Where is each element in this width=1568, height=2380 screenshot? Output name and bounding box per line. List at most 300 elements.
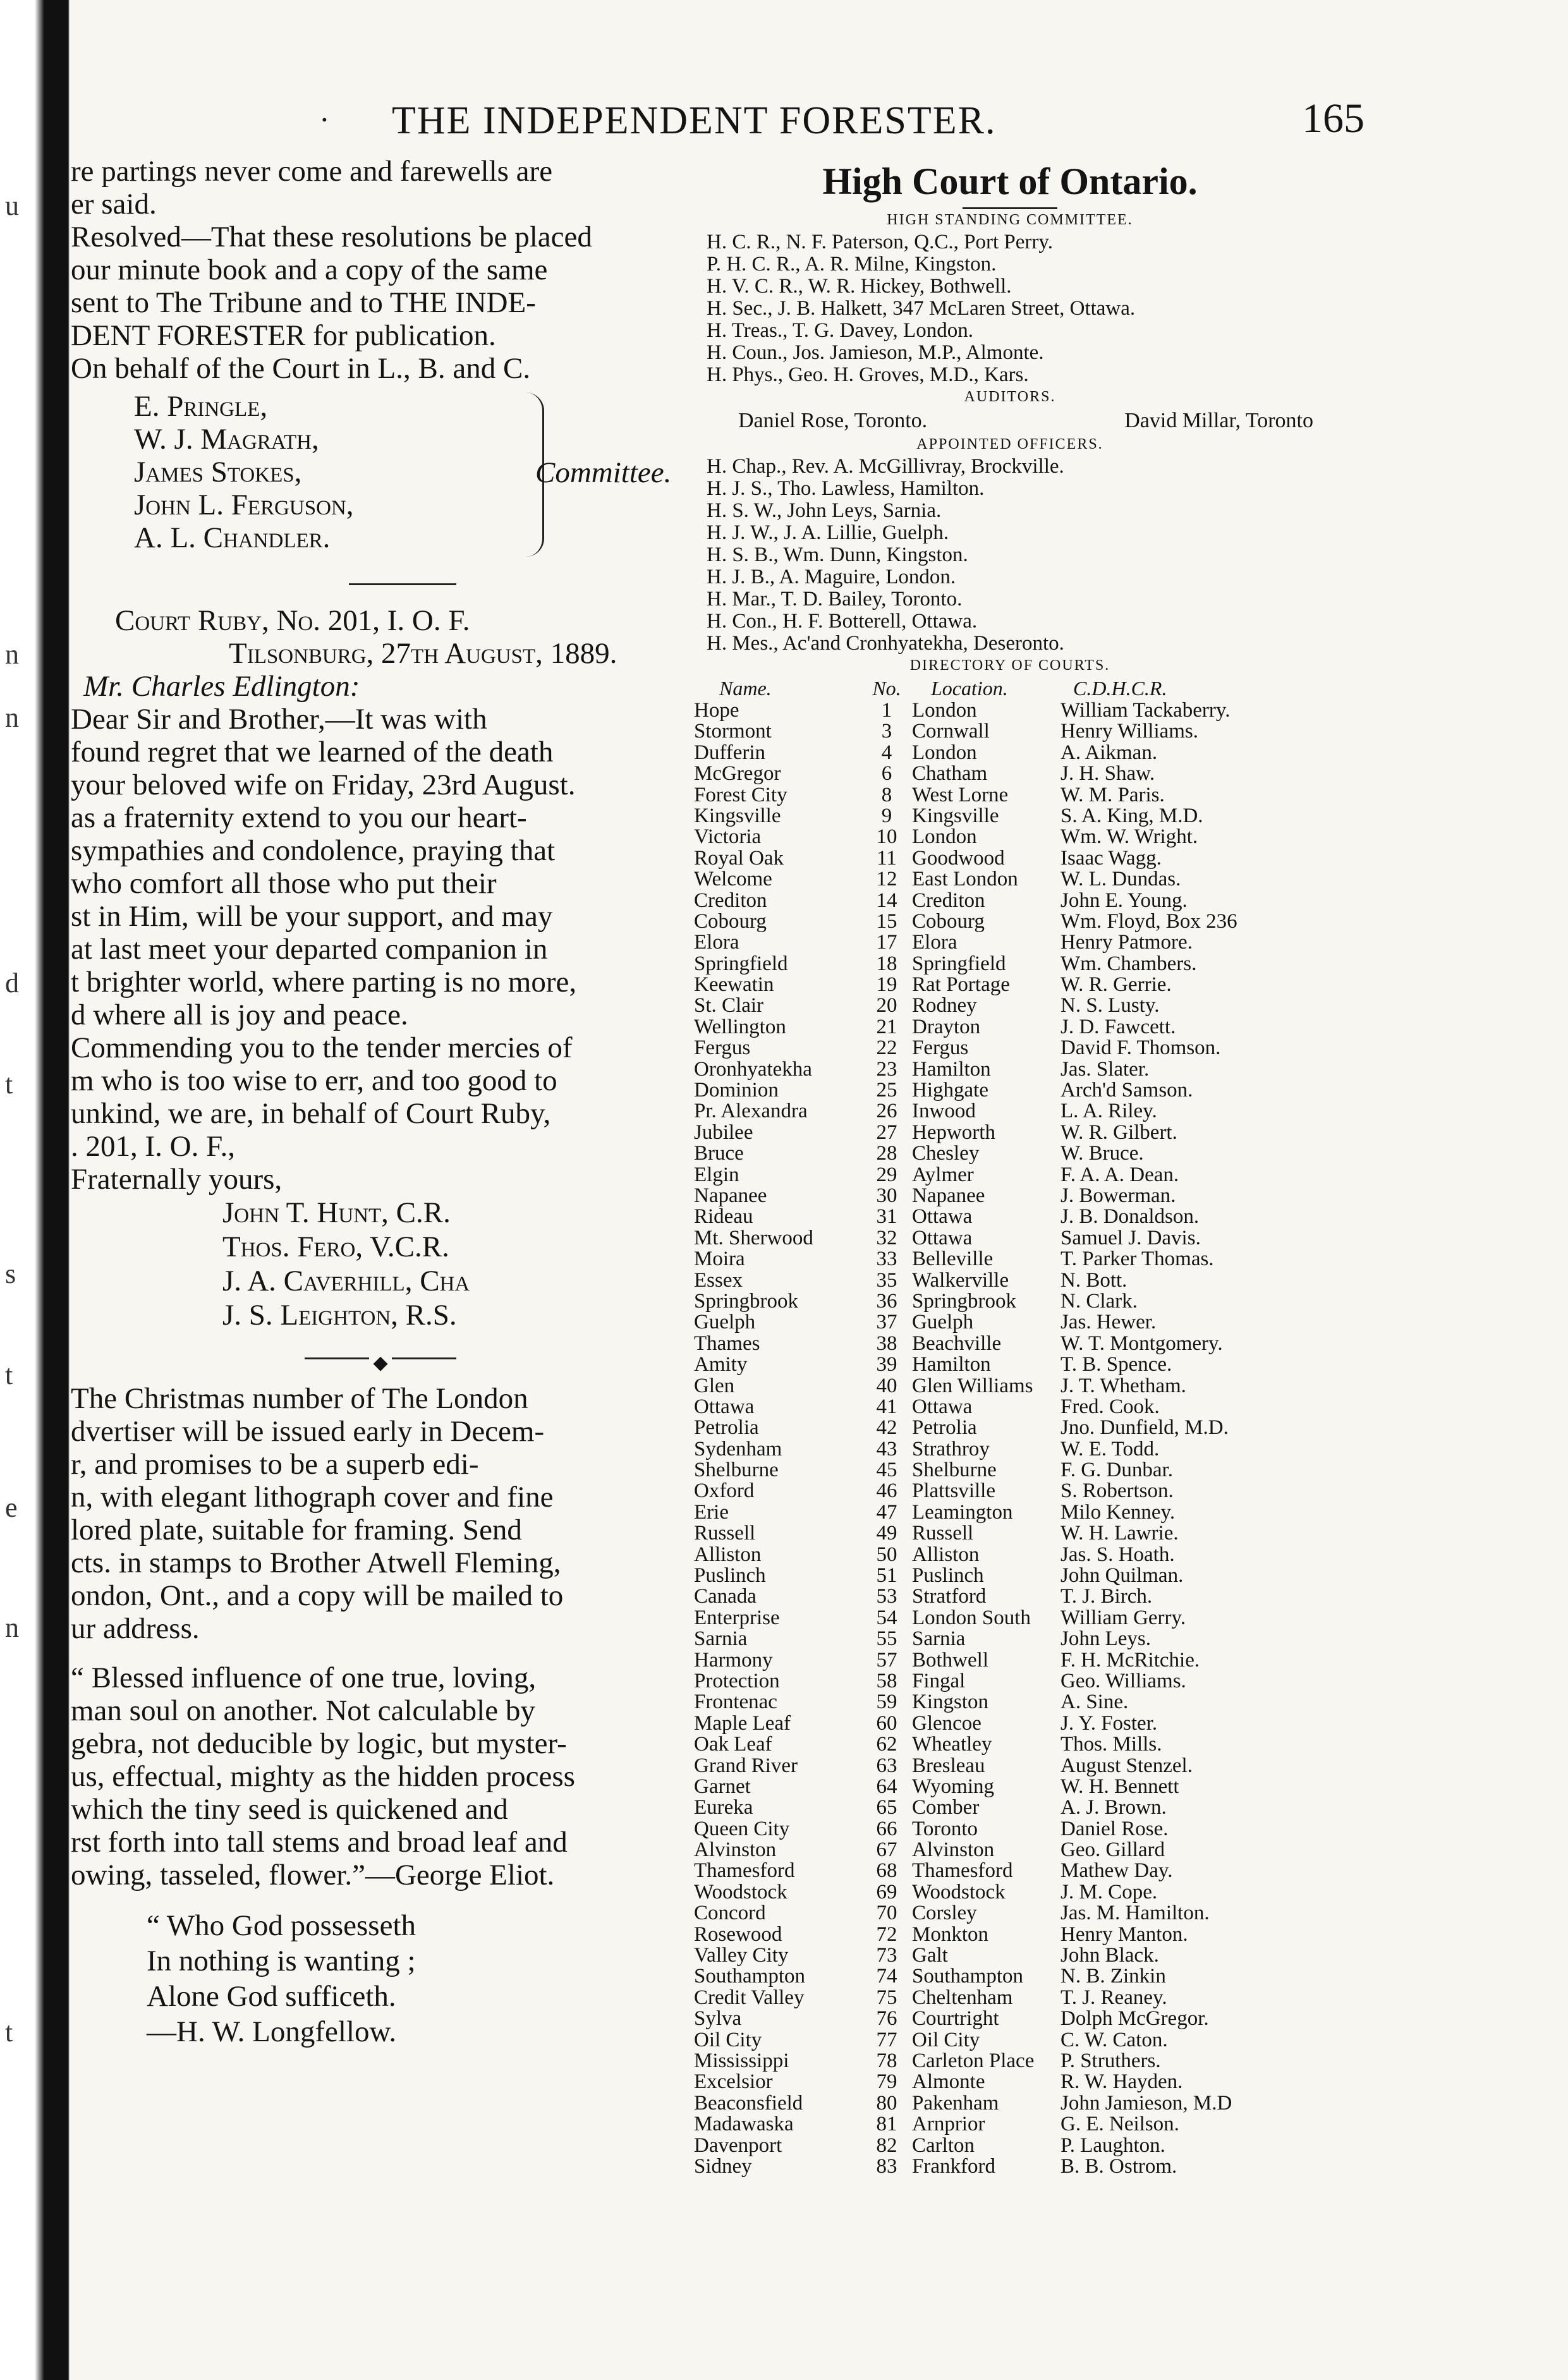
court-name: Forest City — [694, 783, 787, 806]
signatures — [71, 1196, 671, 1332]
court-chief: N. B. Zinkin — [1061, 1965, 1166, 1988]
court-chief: Jas. Slater. — [1061, 1057, 1150, 1081]
court-name: Harmony — [694, 1648, 773, 1672]
court-name: Erie — [694, 1500, 729, 1524]
table-row — [694, 1692, 1263, 1713]
court-name: Sarnia — [694, 1627, 748, 1651]
court-name: Enterprise — [694, 1606, 780, 1629]
court-chief: August Stenzel. — [1061, 1754, 1193, 1777]
court-number: 79 — [876, 2070, 897, 2094]
officer-line: P. H. C. R., A. R. Milne, Kingston. — [707, 253, 997, 276]
court-location: Rodney — [912, 994, 977, 1017]
officer-line: H. Sec., J. B. Halkett, 347 McLaren Street, Ottawa. — [707, 297, 1136, 320]
table-row — [694, 1713, 1263, 1734]
court-location: Bothwell — [912, 1648, 988, 1672]
table-row — [694, 1143, 1263, 1164]
officer-line: H. Chap., Rev. A. McGillivray, Brockville. — [707, 455, 1064, 478]
court-number: 31 — [876, 1205, 897, 1229]
table-row — [694, 1333, 1263, 1354]
court-location: Plattsville — [912, 1479, 995, 1503]
court-location: Puslinch — [912, 1564, 984, 1588]
letter-line: Fraternally yours, — [71, 1163, 283, 1196]
court-number: 32 — [876, 1226, 897, 1249]
court-number: 72 — [876, 1922, 897, 1946]
column-header: C.D.H.C.R. — [1073, 677, 1167, 700]
court-location: Crediton — [912, 889, 985, 912]
court-location: Cheltenham — [912, 1986, 1013, 2009]
court-name: Oil City — [694, 2028, 762, 2051]
letter-line: as a fraternity extend to you our heart- — [71, 801, 527, 834]
signature: John T. Hunt, C.R. — [222, 1196, 451, 1229]
court-name: Puslinch — [694, 1564, 766, 1588]
poem-line: “ Who God possesseth — [147, 1909, 416, 1942]
header-dot: · — [319, 102, 330, 137]
courts-body — [694, 700, 1263, 2177]
court-chief: Jas. Hewer. — [1061, 1311, 1157, 1334]
court-chief: Wm. W. Wright. — [1061, 825, 1198, 849]
court-chief: Isaac Wagg. — [1061, 846, 1162, 870]
court-chief: Henry Patmore. — [1061, 931, 1193, 954]
court-name: St. Clair — [694, 994, 764, 1017]
court-location: Thamesford — [912, 1859, 1013, 1883]
court-location: Walkerville — [912, 1268, 1009, 1292]
court-name: Springbrook — [694, 1289, 798, 1313]
court-name: Amity — [694, 1353, 748, 1376]
table-row — [694, 1629, 1263, 1649]
court-number: 67 — [876, 1838, 897, 1862]
court-name: Maple Leaf — [694, 1711, 791, 1735]
court-location: Aylmer — [912, 1163, 974, 1186]
court-chief: F. A. A. Dean. — [1061, 1163, 1179, 1186]
gutter-fragment: t — [5, 1359, 13, 1390]
court-name: Woodstock — [694, 1880, 787, 1903]
court-location: Fingal — [912, 1669, 966, 1692]
court-number: 76 — [876, 2007, 897, 2031]
court-location: Petrolia — [912, 1416, 977, 1440]
court-location: Carlton — [912, 2134, 975, 2157]
court-name: Credit Valley — [694, 1986, 805, 2009]
court-chief: Wm. Chambers. — [1061, 952, 1197, 975]
court-number: 4 — [881, 741, 892, 764]
notice-line: ondon, Ont., and a copy will be mailed to — [71, 1579, 564, 1612]
court-chief: John E. Young. — [1061, 889, 1188, 912]
court-location: Carleton Place — [912, 2049, 1035, 2072]
text-line: re partings never come and farewells are — [71, 155, 553, 188]
court-chief: T. Parker Thomas. — [1061, 1248, 1214, 1271]
table-row — [694, 2114, 1263, 2135]
court-chief: J. B. Donaldson. — [1061, 1205, 1200, 1229]
court-chief: John Black. — [1061, 1944, 1159, 1967]
notice-line: n, with elegant lithograph cover and fine — [71, 1481, 554, 1514]
court-location: Hamilton — [912, 1353, 991, 1376]
court-location: Napanee — [912, 1184, 985, 1207]
letter-line: found regret that we learned of the death — [71, 736, 554, 768]
table-row — [694, 1249, 1263, 1270]
court-location: Ottawa — [912, 1395, 973, 1418]
court-location: Leamington — [912, 1500, 1013, 1524]
court-location: Chatham — [912, 762, 988, 786]
letter-line: Dear Sir and Brother,—It was with — [71, 703, 487, 736]
court-name: Protection — [694, 1669, 780, 1692]
court-chief: T. J. Birch. — [1061, 1585, 1153, 1608]
court-location: Courtright — [912, 2007, 999, 2031]
poem-line: Alone God sufficeth. — [147, 1980, 396, 2013]
court-location: Alliston — [912, 1543, 980, 1566]
table-row — [694, 1291, 1263, 1312]
court-number: 22 — [876, 1036, 897, 1060]
court-chief: N. S. Lusty. — [1061, 994, 1160, 1017]
court-location: Monkton — [912, 1922, 989, 1946]
table-row — [694, 2093, 1263, 2114]
court-chief: T. B. Spence. — [1061, 1353, 1172, 1376]
court-number: 3 — [881, 720, 892, 743]
table-row — [694, 1650, 1263, 1671]
court-chief: W. T. Montgomery. — [1061, 1332, 1223, 1355]
court-chief: Geo. Williams. — [1061, 1669, 1186, 1692]
quote-line: “ Blessed influence of one true, loving, — [71, 1661, 537, 1694]
court-number: 33 — [876, 1248, 897, 1271]
gutter-fragment: n — [5, 639, 19, 670]
letter-line: who comfort all those who put their — [71, 867, 497, 900]
table-row — [694, 1017, 1263, 1038]
text-line: er said. — [71, 188, 157, 221]
table-row — [694, 1059, 1263, 1080]
gutter-fragment: t — [5, 2017, 13, 2048]
court-name: Garnet — [694, 1775, 751, 1798]
court-number: 41 — [876, 1395, 897, 1418]
notice-line: The Christmas number of The London — [71, 1382, 528, 1415]
court-number: 38 — [876, 1332, 897, 1355]
court-location: Woodstock — [912, 1880, 1006, 1903]
table-row — [694, 1819, 1263, 1840]
court-name: Mississippi — [694, 2049, 789, 2072]
court-location: Pakenham — [912, 2091, 999, 2115]
subheading: DIRECTORY OF COURTS. — [909, 657, 1110, 674]
court-location: East London — [912, 868, 1018, 891]
committee-member: W. J. Magrath, — [134, 423, 319, 456]
court-number: 19 — [876, 973, 897, 997]
court-chief: R. W. Hayden. — [1061, 2070, 1183, 2094]
ornament-rule — [305, 1352, 456, 1373]
court-name: Frontenac — [694, 1691, 777, 1714]
court-chief: William Gerry. — [1061, 1606, 1186, 1629]
court-location: Southampton — [912, 1965, 1024, 1988]
table-row — [694, 1228, 1263, 1249]
court-name: Sydenham — [694, 1437, 782, 1460]
court-location: Wheatley — [912, 1733, 992, 1756]
letter-line: d where all is joy and peace. — [71, 999, 408, 1031]
court-number: 65 — [876, 1796, 897, 1819]
quote-line: gebra, not deducible by logic, but myster- — [71, 1727, 567, 1760]
court-number: 59 — [876, 1691, 897, 1714]
table-row — [694, 1080, 1263, 1101]
court-chief: S. Robertson. — [1061, 1479, 1174, 1503]
court-location: Kingston — [912, 1691, 989, 1714]
court-name: Shelburne — [694, 1459, 779, 1482]
notice-line: lored plate, suitable for framing. Send — [71, 1514, 522, 1546]
table-row — [694, 1165, 1263, 1186]
court-chief: J. D. Fawcett. — [1061, 1015, 1176, 1038]
court-chief: Thos. Mills. — [1061, 1733, 1162, 1756]
gutter-fragment: t — [5, 1069, 13, 1100]
left-column — [71, 155, 671, 2049]
court-number: 51 — [876, 1564, 897, 1588]
table-row — [694, 974, 1263, 995]
court-location: Inwood — [912, 1100, 976, 1123]
court-number: 12 — [876, 868, 897, 891]
table-row — [694, 763, 1263, 784]
letter-line: t brighter world, where parting is no more, — [71, 966, 577, 999]
court-number: 47 — [876, 1500, 897, 1524]
court-chief: A. J. Brown. — [1061, 1796, 1167, 1819]
court-number: 1 — [881, 699, 892, 722]
table-row — [694, 848, 1263, 869]
court-number: 9 — [881, 804, 892, 827]
court-name: Grand River — [694, 1754, 798, 1777]
court-number: 77 — [876, 2028, 897, 2051]
court-name: Mt. Sherwood — [694, 1226, 813, 1249]
quote-line: rst forth into tall stems and broad leaf and — [71, 1826, 568, 1859]
court-chief: John Jamieson, M.D — [1061, 2091, 1232, 2115]
officer-line: H. Mes., Ac'and Cronhyatekha, Deseronto. — [707, 632, 1064, 655]
court-location: Toronto — [912, 1817, 978, 1840]
court-number: 10 — [876, 825, 897, 849]
court-name: Jubilee — [694, 1120, 753, 1144]
letter-line: sympathies and condolence, praying that — [71, 834, 556, 867]
letter-line: m who is too wise to err, and too good to — [71, 1064, 557, 1097]
court-number: 55 — [876, 1627, 897, 1651]
notice-line: dvertiser will be issued early in Decem- — [71, 1415, 545, 1448]
right-column — [694, 155, 1326, 2177]
court-location: Wyoming — [912, 1775, 995, 1798]
table-row — [694, 911, 1263, 932]
court-name: Beaconsfield — [694, 2091, 803, 2115]
court-number: 50 — [876, 1543, 897, 1566]
court-number: 15 — [876, 909, 897, 933]
auditors-line — [694, 408, 1326, 434]
court-name: Davenport — [694, 2134, 782, 2157]
court-name: Alvinston — [694, 1838, 777, 1862]
gutter-fragment: e — [5, 1492, 18, 1523]
court-number: 35 — [876, 1268, 897, 1292]
court-chief: P. Struthers. — [1061, 2049, 1161, 2072]
court-chief: G. E. Neilson. — [1061, 2113, 1179, 2136]
letter-line: your beloved wife on Friday, 23rd August. — [71, 768, 576, 801]
courts-table — [694, 677, 1263, 2177]
ornament: ◆ — [369, 1352, 391, 1373]
subheading: APPOINTED OFFICERS. — [916, 436, 1103, 452]
court-name: Stormont — [694, 720, 772, 743]
court-number: 8 — [881, 783, 892, 806]
column-header: Name. — [719, 677, 772, 700]
court-number: 40 — [876, 1374, 897, 1397]
letter-line: unkind, we are, in behalf of Court Ruby, — [71, 1097, 551, 1130]
court-name: Elora — [694, 931, 739, 954]
court-number: 26 — [876, 1100, 897, 1123]
court-name: Guelph — [694, 1311, 756, 1334]
court-location: Springfield — [912, 952, 1006, 975]
court-chief: P. Laughton. — [1061, 2134, 1165, 2157]
resolution — [71, 155, 671, 385]
table-row — [694, 1354, 1263, 1375]
gutter-fragment: n — [5, 1612, 19, 1643]
table-row — [694, 1988, 1263, 2008]
court-location: Almonte — [912, 2070, 985, 2094]
officer-line: H. C. R., N. F. Paterson, Q.C., Port Perry. — [707, 231, 1053, 253]
court-location: Oil City — [912, 2028, 980, 2051]
page-number: 165 — [1302, 95, 1364, 142]
auditor: Daniel Rose, Toronto. — [738, 409, 928, 432]
table-row — [694, 1186, 1263, 1206]
court-location: Chesley — [912, 1142, 980, 1165]
text-line: our minute book and a copy of the same — [71, 253, 548, 286]
court-location: Alvinston — [912, 1838, 995, 1862]
heading-rule — [963, 207, 1057, 209]
officer-line: H. J. W., J. A. Lillie, Guelph. — [707, 521, 949, 544]
court-chief: A. Aikman. — [1061, 741, 1158, 764]
table-row — [694, 1376, 1263, 1397]
quote-line: us, effectual, mighty as the hidden process — [71, 1760, 575, 1793]
court-location: Russell — [912, 1522, 974, 1545]
court-chief: W. R. Gerrie. — [1061, 973, 1172, 997]
court-name: Queen City — [694, 1817, 790, 1840]
christmas-notice — [71, 1382, 671, 1645]
officer-line: H. V. C. R., W. R. Hickey, Bothwell. — [707, 275, 1012, 298]
court-name: Fergus — [694, 1036, 751, 1060]
quote-line: man soul on another. Not calculable by — [71, 1694, 535, 1727]
court-location: Fergus — [912, 1036, 969, 1060]
court-name: Essex — [694, 1268, 743, 1292]
court-number: 30 — [876, 1184, 897, 1207]
court-name: Victoria — [694, 825, 762, 849]
signature: Thos. Fero, V.C.R. — [222, 1230, 449, 1263]
court-number: 46 — [876, 1479, 897, 1503]
court-chief: S. A. King, M.D. — [1061, 804, 1203, 827]
section-rule — [349, 583, 456, 585]
table-row — [694, 1397, 1263, 1418]
court-location: Drayton — [912, 1015, 981, 1038]
table-row — [694, 932, 1263, 953]
gutter-fragment: d — [5, 968, 19, 999]
table-row — [694, 954, 1263, 974]
table-header-row — [694, 677, 1263, 700]
court-location: Ottawa — [912, 1226, 973, 1249]
subheading: AUDITORS. — [964, 389, 1056, 405]
officer-line: H. Mar., T. D. Bailey, Toronto. — [707, 588, 963, 610]
table-row — [694, 1776, 1263, 1797]
court-number: 14 — [876, 889, 897, 912]
court-number: 49 — [876, 1522, 897, 1545]
court-number: 21 — [876, 1015, 897, 1038]
officer-line: H. S. B., Wm. Dunn, Kingston. — [707, 543, 968, 566]
committee-member: E. Pringle, — [134, 390, 268, 423]
subheading: HIGH STANDING COMMITTEE. — [887, 212, 1133, 228]
officer-line: H. Coun., Jos. Jamieson, M.P., Almonte. — [707, 341, 1044, 364]
court-location: Bresleau — [912, 1754, 985, 1777]
court-number: 29 — [876, 1163, 897, 1186]
court-number: 54 — [876, 1606, 897, 1629]
court-location: Belleville — [912, 1248, 994, 1271]
table-row — [694, 1903, 1263, 1924]
court-name: Elgin — [694, 1163, 739, 1186]
court-number: 81 — [876, 2113, 897, 2136]
court-number: 68 — [876, 1859, 897, 1883]
place-date: Tilsonburg, 27th August, 1889. — [229, 637, 617, 670]
court-number: 28 — [876, 1142, 897, 1165]
quote-line: owing, tasseled, flower.”—George Eliot. — [71, 1859, 555, 1891]
table-row — [694, 1840, 1263, 1861]
court-number: 75 — [876, 1986, 897, 2009]
court-name: Thames — [694, 1332, 760, 1355]
letter-line: st in Him, will be your support, and may — [71, 900, 553, 933]
court-chief: Fred. Cook. — [1061, 1395, 1160, 1418]
court-name: Ottawa — [694, 1395, 755, 1418]
court-location: Ottawa — [912, 1205, 973, 1229]
court-chief: J. H. Shaw. — [1061, 762, 1155, 786]
court-number: 36 — [876, 1289, 897, 1313]
table-row — [694, 785, 1263, 806]
officer-line: H. S. W., John Leys, Sarnia. — [707, 499, 942, 522]
table-row — [694, 1565, 1263, 1586]
court-number: 60 — [876, 1711, 897, 1735]
text-line: Resolved—That these resolutions be placed — [71, 221, 592, 253]
table-row — [694, 1608, 1263, 1629]
court-chief: J. M. Cope. — [1061, 1880, 1158, 1903]
table-row — [694, 1460, 1263, 1481]
court-chief: L. A. Riley. — [1061, 1100, 1157, 1123]
court-number: 57 — [876, 1648, 897, 1672]
court-name: Crediton — [694, 889, 767, 912]
appointed-list — [694, 456, 1326, 655]
court-chief: J. Y. Foster. — [1061, 1711, 1158, 1735]
court-name: Springfield — [694, 952, 788, 975]
court-name: Valley City — [694, 1944, 789, 1967]
court-name: Welcome — [694, 868, 772, 891]
table-row — [694, 1206, 1263, 1227]
officer-line: H. J. S., Tho. Lawless, Hamilton. — [707, 477, 985, 500]
court-name: Petrolia — [694, 1416, 759, 1440]
table-row — [694, 806, 1263, 827]
table-row — [694, 1734, 1263, 1755]
committee-member: A. L. Chandler. — [134, 521, 331, 554]
court-chief: Daniel Rose. — [1061, 1817, 1169, 1840]
court-number: 70 — [876, 1902, 897, 1925]
high-standing-list — [694, 231, 1326, 386]
table-row — [694, 2051, 1263, 2072]
court-chief: W. H. Lawrie. — [1061, 1522, 1179, 1545]
court-name: Oronhyatekha — [694, 1057, 812, 1081]
longfellow-poem — [71, 1908, 671, 2049]
court-chief: F. G. Dunbar. — [1061, 1459, 1173, 1482]
court-location: Springbrook — [912, 1289, 1016, 1313]
court-location: London South — [912, 1606, 1031, 1629]
signature: J. S. Leighton, R.S. — [222, 1299, 457, 1332]
court-number: 80 — [876, 2091, 897, 2115]
court-chief: Geo. Gillard — [1061, 1838, 1165, 1862]
column-header: Location. — [931, 677, 1008, 700]
court-chief: Jas. S. Hoath. — [1061, 1543, 1175, 1566]
court-chief: W. E. Todd. — [1061, 1437, 1160, 1460]
court-number: 78 — [876, 2049, 897, 2072]
notice-line: ur address. — [71, 1612, 200, 1645]
table-row — [694, 2072, 1263, 2092]
table-row — [694, 1101, 1263, 1122]
table-row — [694, 1797, 1263, 1818]
court-name: Southampton — [694, 1965, 806, 1988]
court-name: Excelsior — [694, 2070, 773, 2094]
officer-line: H. Phys., Geo. H. Groves, M.D., Kars. — [707, 363, 1029, 386]
court-name: Kingsville — [694, 804, 781, 827]
